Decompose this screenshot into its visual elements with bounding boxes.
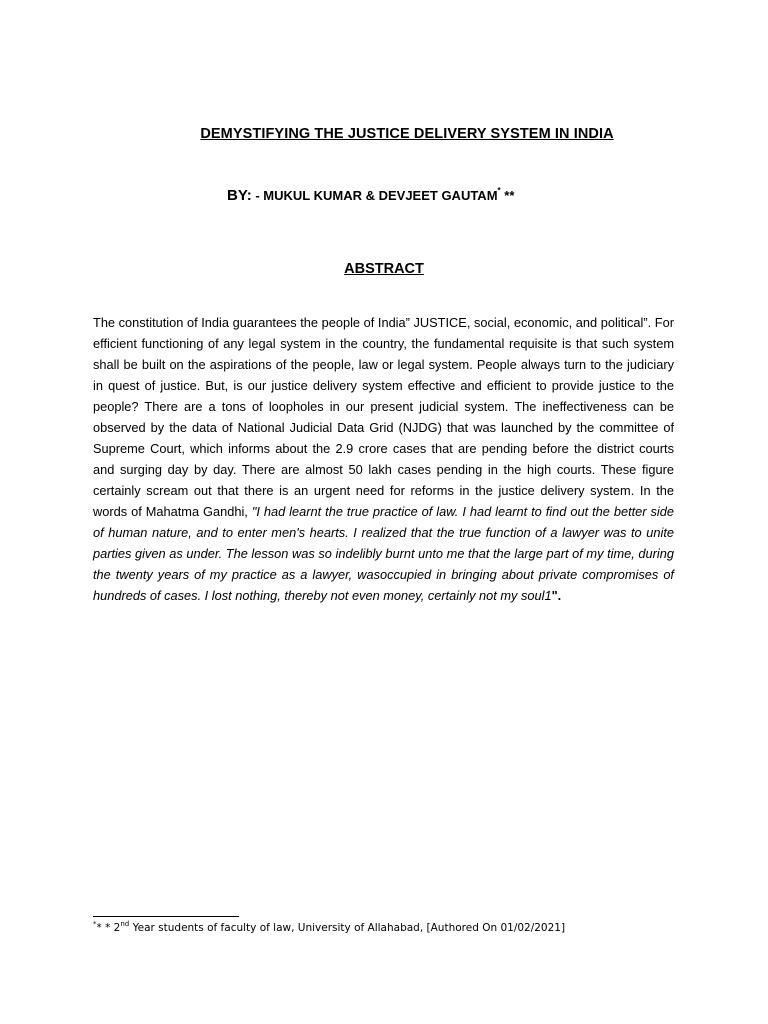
gandhi-quote: "I had learnt the true practice of law. I had learnt to find out the better side of human nature, and to enter men's hearts. I realized that the true function of a lawyer was to unite parties given as under. The lesson was so indelibly burnt unto me that the large part of my time, during the twenty years of my practice as a lawyer, wasoccupied in bringing about private compromises of hundreds of cases. I lost nothing, thereby not even money, certainly not my soul1 bbox=[93, 504, 674, 603]
author-names: - MUKUL KUMAR & DEVJEET GAUTAM bbox=[251, 188, 498, 203]
by-label: BY: bbox=[227, 187, 252, 204]
footnote-marker: * bbox=[497, 186, 501, 195]
footnote-marks: * * 2 bbox=[96, 922, 121, 934]
quote-end: ". bbox=[551, 588, 562, 603]
footnote-ordinal: nd bbox=[120, 920, 130, 928]
abstract-paragraph bbox=[93, 312, 674, 606]
abstract-heading: ABSTRACT bbox=[344, 261, 424, 277]
abstract-plain-text: The constitution of India guarantees the people of India” JUSTICE, social, economic, and political”. For efficient functioning of any legal system in the country, the fundamental requisite is that such system shall be built on the aspirations of the people, law or legal system. People always turn to the judiciary in quest of justice. But, is our justice delivery system effective and efficient to provide justice to the people? There are a tons of loopholes in our present judicial system. The ineffectiveness can be observed by the data of National Judicial Data Grid (NJDG) that was launched by the committee of Supreme Court, which informs about the 2.9 crore cases that are pending before the district courts and surging day by day. There are almost 50 lakh cases pending in the high courts. These figure certainly scream out that there is an urgent need for reforms in the justice delivery system. In the words of Mahatma Gandhi, bbox=[93, 315, 674, 519]
footnote-sup-mark: * bbox=[93, 920, 97, 928]
footnote-text: Year students of faculty of law, University of Allahabad, [Authored On 01/02/2021] bbox=[129, 922, 566, 934]
author-byline bbox=[227, 186, 514, 205]
footnote-divider bbox=[93, 916, 239, 917]
footnote bbox=[93, 920, 565, 934]
footnote-marker-double: ** bbox=[500, 188, 515, 203]
document-title: DEMYSTIFYING THE JUSTICE DELIVERY SYSTEM IN INDIA bbox=[200, 126, 614, 142]
